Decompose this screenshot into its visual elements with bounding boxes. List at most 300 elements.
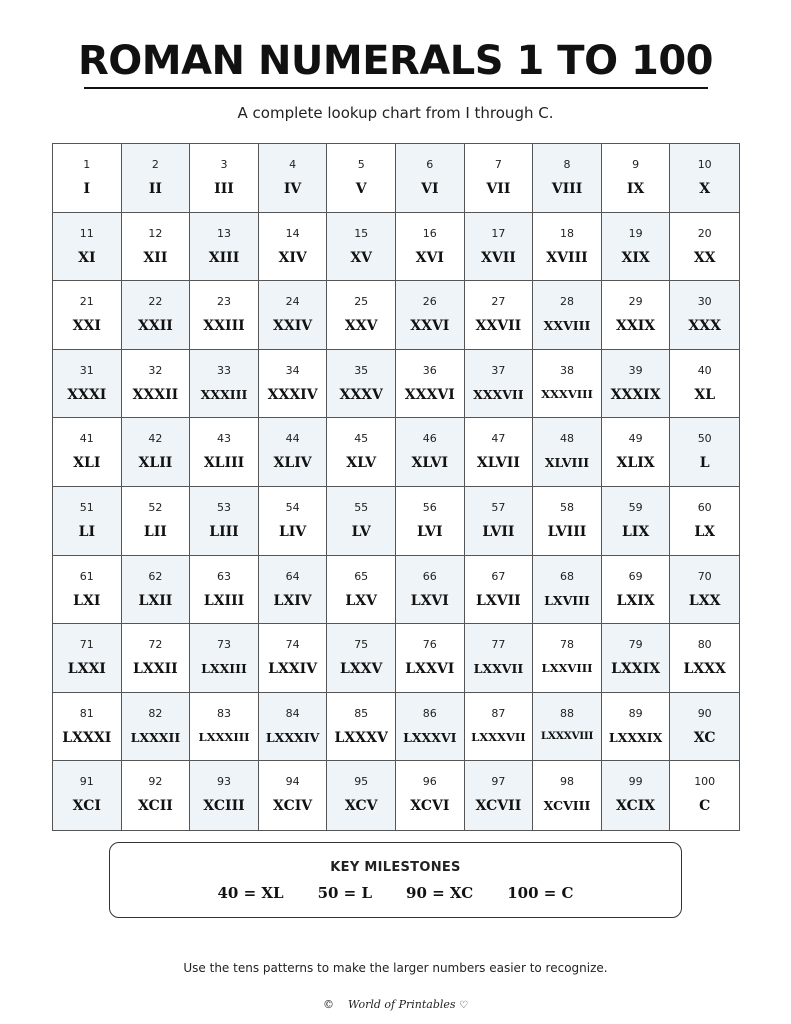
numeral-grid [52, 143, 740, 831]
numeral-cell [327, 487, 396, 556]
numeral-cell [602, 144, 671, 213]
arabic-number: 1 [83, 158, 91, 171]
heart-icon: ♡ [459, 1000, 469, 1011]
roman-numeral: I [83, 181, 91, 197]
roman-numeral: LVI [416, 523, 443, 540]
numeral-cell [190, 418, 259, 487]
arabic-number: 4 [289, 158, 297, 171]
roman-numeral: XLI [73, 455, 101, 472]
numeral-cell [602, 693, 671, 762]
arabic-number: 66 [422, 569, 437, 583]
roman-numeral: XXI [72, 318, 101, 335]
roman-numeral: LXIV [273, 592, 312, 609]
arabic-number: 98 [559, 775, 574, 789]
arabic-number: 89 [628, 706, 643, 720]
arabic-number: 90 [697, 706, 712, 720]
numeral-cell [190, 213, 259, 282]
arabic-number: 91 [79, 775, 94, 789]
roman-numeral: XCIII [203, 798, 245, 815]
arabic-number: 22 [148, 295, 163, 309]
roman-numeral: XXXIV [267, 386, 318, 403]
arabic-number: 28 [559, 295, 574, 309]
roman-numeral: XIV [278, 249, 307, 266]
roman-numeral: LXXII [133, 661, 178, 678]
numeral-cell [465, 281, 534, 350]
roman-numeral: LXXXII [130, 729, 181, 745]
arabic-number: 58 [559, 500, 574, 514]
numeral-cell [190, 487, 259, 556]
roman-numeral: XLII [138, 455, 173, 472]
arabic-number: 48 [559, 432, 574, 446]
arabic-number: 50 [697, 432, 712, 446]
arabic-number: 18 [559, 226, 574, 240]
numeral-cell [53, 144, 122, 213]
roman-numeral: LXXIV [268, 661, 318, 678]
numeral-cell [602, 487, 671, 556]
roman-numeral: XXII [137, 318, 173, 335]
roman-numeral: II [148, 181, 162, 197]
arabic-number: 9 [632, 158, 640, 171]
roman-numeral: V [355, 181, 367, 197]
numeral-cell [190, 761, 259, 830]
roman-numeral: LXXIII [201, 661, 247, 677]
arabic-number: 67 [491, 569, 506, 583]
numeral-cell [670, 213, 739, 282]
milestones-title: KEY MILESTONES [330, 860, 461, 875]
numeral-cell [465, 213, 534, 282]
arabic-number: 64 [285, 569, 300, 583]
numeral-cell [396, 556, 465, 625]
arabic-number: 19 [628, 226, 643, 240]
roman-numeral: XXXV [339, 386, 383, 403]
roman-numeral: XI [78, 249, 96, 266]
roman-numeral: XII [143, 249, 168, 266]
numeral-cell [53, 761, 122, 830]
arabic-number: 32 [148, 363, 163, 377]
numeral-cell [396, 624, 465, 693]
numeral-cell [670, 144, 739, 213]
roman-numeral: LXXXV [334, 729, 388, 746]
arabic-number: 69 [628, 569, 643, 583]
arabic-number: 60 [697, 500, 712, 514]
arabic-number: 14 [285, 226, 300, 240]
numeral-cell [465, 761, 534, 830]
numeral-cell [190, 624, 259, 693]
numeral-cell [465, 556, 534, 625]
arabic-number: 83 [216, 706, 231, 720]
arabic-number: 63 [216, 569, 231, 583]
numeral-cell [396, 350, 465, 419]
roman-numeral: XVI [415, 249, 444, 266]
numeral-cell [327, 761, 396, 830]
arabic-number: 56 [422, 500, 437, 514]
numeral-cell [53, 556, 122, 625]
arabic-number: 10 [697, 158, 712, 171]
page-title: ROMAN NUMERALS 1 TO 100 [77, 38, 713, 84]
numeral-cell [602, 761, 671, 830]
arabic-number: 52 [148, 500, 163, 514]
numeral-cell [465, 144, 534, 213]
numeral-cell [190, 556, 259, 625]
numeral-cell [327, 693, 396, 762]
arabic-number: 25 [354, 295, 369, 309]
roman-numeral: LXXVIII [541, 661, 593, 676]
numeral-cell [122, 418, 191, 487]
arabic-number: 62 [148, 569, 163, 583]
numeral-cell [259, 213, 328, 282]
footer-note: Use the tens patterns to make the larger numbers easier to recognize. [183, 961, 608, 975]
roman-numeral: XXXI [67, 386, 107, 403]
numeral-cell [53, 418, 122, 487]
arabic-number: 6 [426, 158, 434, 171]
roman-numeral: LX [694, 523, 716, 540]
arabic-number: 86 [422, 706, 437, 720]
arabic-number: 78 [559, 638, 574, 652]
numeral-cell [122, 624, 191, 693]
numeral-cell [53, 487, 122, 556]
arabic-number: 29 [628, 295, 643, 309]
arabic-number: 99 [628, 775, 643, 789]
roman-numeral: XLV [346, 455, 377, 472]
arabic-number: 42 [148, 432, 163, 446]
numeral-cell [396, 418, 465, 487]
roman-numeral: LXVII [476, 592, 521, 609]
arabic-number: 40 [697, 363, 712, 377]
numeral-cell [259, 624, 328, 693]
roman-numeral: XLVI [411, 455, 449, 472]
arabic-number: 21 [79, 295, 94, 309]
roman-numeral: XCVIII [543, 798, 591, 814]
arabic-number: 24 [285, 295, 300, 309]
arabic-number: 80 [697, 638, 712, 652]
arabic-number: 97 [491, 775, 506, 789]
roman-numeral: L [699, 455, 710, 472]
roman-numeral: LXXXIII [198, 729, 250, 744]
numeral-cell [122, 487, 191, 556]
arabic-number: 92 [148, 775, 163, 789]
roman-numeral: XLIX [616, 455, 655, 472]
numeral-cell [53, 350, 122, 419]
roman-numeral: LXXXVII [471, 729, 526, 744]
numeral-cell [190, 281, 259, 350]
numeral-cell [396, 213, 465, 282]
arabic-number: 57 [491, 500, 506, 514]
numeral-cell [602, 418, 671, 487]
arabic-number: 95 [354, 775, 369, 789]
numeral-cell [602, 556, 671, 625]
roman-numeral: LVII [482, 523, 515, 540]
roman-numeral: LIX [621, 523, 650, 540]
numeral-cell [259, 487, 328, 556]
numeral-cell [533, 556, 602, 625]
arabic-number: 54 [285, 500, 300, 514]
arabic-number: 31 [79, 363, 94, 377]
roman-numeral: LXIX [616, 592, 655, 609]
roman-numeral: XCI [72, 798, 101, 815]
numeral-cell [327, 556, 396, 625]
arabic-number: 34 [285, 363, 300, 377]
numeral-cell [53, 624, 122, 693]
roman-numeral: LI [78, 523, 95, 540]
numeral-cell [670, 487, 739, 556]
numeral-cell [122, 556, 191, 625]
numeral-cell [190, 144, 259, 213]
numeral-cell [670, 281, 739, 350]
arabic-number: 33 [216, 363, 231, 377]
numeral-cell [533, 418, 602, 487]
numeral-cell [53, 281, 122, 350]
roman-numeral: LXXI [67, 661, 106, 678]
roman-numeral: IV [283, 181, 302, 197]
arabic-number: 43 [216, 432, 231, 446]
roman-numeral: IX [626, 181, 645, 197]
arabic-number: 8 [563, 158, 571, 171]
numeral-cell [670, 693, 739, 762]
numeral-cell [533, 693, 602, 762]
roman-numeral: LVIII [547, 523, 587, 540]
roman-numeral: LXIII [203, 592, 245, 609]
roman-numeral: XXXVII [473, 386, 524, 402]
roman-numeral: XC [693, 729, 716, 746]
arabic-number: 49 [628, 432, 643, 446]
roman-numeral: XVIII [546, 249, 588, 266]
numeral-cell [670, 761, 739, 830]
arabic-number: 73 [216, 638, 231, 652]
roman-numeral: XLVII [476, 455, 520, 472]
arabic-number: 74 [285, 638, 300, 652]
arabic-number: 82 [148, 706, 163, 720]
numeral-cell [670, 624, 739, 693]
roman-numeral: XL [694, 386, 716, 403]
roman-numeral: XX [693, 249, 716, 266]
roman-numeral: LIII [209, 523, 239, 540]
numeral-cell [533, 487, 602, 556]
roman-numeral: XXVIII [543, 318, 591, 334]
numeral-cell [190, 350, 259, 419]
arabic-number: 53 [216, 500, 231, 514]
numeral-cell [190, 693, 259, 762]
roman-numeral: LXXIX [611, 661, 661, 678]
title-underline [84, 87, 708, 89]
roman-numeral: LII [143, 523, 167, 540]
brand-name: World of Printables [347, 998, 456, 1011]
arabic-number: 93 [216, 775, 231, 789]
arabic-number: 35 [354, 363, 369, 377]
numeral-cell [327, 213, 396, 282]
numeral-cell [396, 281, 465, 350]
roman-numeral: XVII [480, 249, 516, 266]
roman-numeral: XLVIII [544, 455, 590, 471]
arabic-number: 5 [357, 158, 365, 171]
arabic-number: 94 [285, 775, 300, 789]
numeral-cell [533, 624, 602, 693]
numeral-cell [122, 350, 191, 419]
milestone-item: 100 = C [507, 884, 574, 902]
numeral-cell [670, 556, 739, 625]
numeral-cell [259, 693, 328, 762]
numeral-cell [602, 281, 671, 350]
arabic-number: 65 [354, 569, 369, 583]
roman-numeral: LXXV [339, 661, 383, 678]
roman-numeral: LXXX [683, 661, 726, 678]
arabic-number: 96 [422, 775, 437, 789]
arabic-number: 11 [79, 226, 94, 240]
arabic-number: 23 [216, 295, 231, 309]
arabic-number: 79 [628, 638, 643, 652]
roman-numeral: X [699, 181, 711, 197]
numeral-cell [259, 281, 328, 350]
arabic-number: 81 [79, 706, 94, 720]
arabic-number: 38 [559, 363, 574, 377]
roman-numeral: LXXXI [62, 729, 112, 746]
roman-numeral: XLIV [273, 455, 312, 472]
arabic-number: 30 [697, 295, 712, 309]
brand-logo [0, 998, 791, 1011]
numeral-cell [259, 556, 328, 625]
roman-numeral: XXXIX [610, 386, 661, 403]
roman-numeral: LXXXIX [608, 729, 663, 745]
roman-numeral: XXX [688, 318, 721, 335]
arabic-number: 16 [422, 226, 437, 240]
roman-numeral: LXI [73, 592, 101, 609]
numeral-cell [533, 350, 602, 419]
arabic-number: 26 [422, 295, 437, 309]
numeral-cell [327, 350, 396, 419]
roman-numeral: XV [350, 249, 373, 266]
copyright-symbol: © [322, 998, 334, 1011]
numeral-cell [327, 418, 396, 487]
roman-numeral: LXXVI [405, 661, 455, 678]
roman-numeral: LXXXVI [403, 729, 457, 745]
numeral-cell [327, 624, 396, 693]
roman-numeral: XCV [344, 798, 378, 815]
numeral-cell [122, 761, 191, 830]
arabic-number: 88 [559, 706, 574, 720]
roman-numeral: XIII [208, 249, 240, 266]
roman-numeral: XXVI [410, 318, 450, 335]
numeral-cell [122, 144, 191, 213]
roman-numeral: LXVIII [544, 592, 590, 608]
numeral-cell [259, 350, 328, 419]
roman-numeral: XCIX [616, 798, 656, 815]
arabic-number: 27 [491, 295, 506, 309]
arabic-number: 39 [628, 363, 643, 377]
roman-numeral: LXVI [410, 592, 449, 609]
numeral-cell [259, 144, 328, 213]
numeral-cell [122, 281, 191, 350]
key-milestones-box [109, 842, 682, 918]
roman-numeral: LXXVII [473, 661, 524, 677]
numeral-cell [53, 213, 122, 282]
numeral-cell [396, 761, 465, 830]
roman-numeral: XXXIII [200, 386, 248, 402]
arabic-number: 13 [216, 226, 231, 240]
numeral-cell [259, 761, 328, 830]
numeral-cell [396, 487, 465, 556]
arabic-number: 55 [354, 500, 369, 514]
arabic-number: 36 [422, 363, 437, 377]
numeral-cell [53, 693, 122, 762]
roman-numeral: VII [486, 181, 511, 197]
arabic-number: 61 [79, 569, 94, 583]
milestones-row [110, 884, 681, 902]
milestone-item: 90 = XC [406, 884, 474, 902]
roman-numeral: XXXVIII [541, 386, 593, 401]
roman-numeral: XIX [621, 249, 650, 266]
numeral-cell [465, 624, 534, 693]
arabic-number: 87 [491, 706, 506, 720]
numeral-cell [533, 281, 602, 350]
arabic-number: 46 [422, 432, 437, 446]
arabic-number: 85 [354, 706, 369, 720]
numeral-cell [602, 350, 671, 419]
arabic-number: 47 [491, 432, 506, 446]
arabic-number: 45 [354, 432, 369, 446]
arabic-number: 37 [491, 363, 506, 377]
arabic-number: 15 [354, 226, 369, 240]
arabic-number: 44 [285, 432, 300, 446]
milestone-item: 50 = L [317, 884, 373, 902]
roman-numeral: XXVII [475, 318, 522, 335]
arabic-number: 2 [151, 158, 159, 171]
arabic-number: 17 [491, 226, 506, 240]
roman-numeral: XCIV [273, 798, 313, 815]
numeral-cell [465, 350, 534, 419]
roman-numeral: VIII [551, 181, 583, 197]
roman-numeral: LXV [345, 592, 377, 609]
numeral-cell [670, 418, 739, 487]
roman-numeral: XLIII [203, 455, 245, 472]
numeral-cell [465, 418, 534, 487]
numeral-cell [533, 144, 602, 213]
roman-numeral: LIV [278, 523, 307, 540]
roman-numeral: VI [421, 181, 439, 197]
numeral-cell [602, 624, 671, 693]
roman-numeral: XCVII [475, 798, 522, 815]
numeral-cell [122, 693, 191, 762]
numeral-cell [259, 418, 328, 487]
roman-numeral: LV [351, 523, 371, 540]
arabic-number: 100 [694, 775, 716, 789]
arabic-number: 75 [354, 638, 369, 652]
roman-numeral: XXIII [203, 318, 245, 335]
arabic-number: 71 [79, 638, 94, 652]
milestone-item: 40 = XL [217, 884, 284, 902]
numeral-cell [533, 213, 602, 282]
arabic-number: 70 [697, 569, 712, 583]
arabic-number: 7 [494, 158, 502, 171]
arabic-number: 72 [148, 638, 163, 652]
roman-numeral: XXIX [616, 318, 656, 335]
arabic-number: 68 [559, 569, 574, 583]
arabic-number: 76 [422, 638, 437, 652]
roman-numeral: XXXII [132, 386, 179, 403]
numeral-cell [465, 693, 534, 762]
numeral-cell [396, 144, 465, 213]
arabic-number: 20 [697, 226, 712, 240]
roman-numeral: LXXXVIII [540, 729, 594, 742]
roman-numeral: III [214, 181, 234, 197]
numeral-cell [396, 693, 465, 762]
numeral-cell [533, 761, 602, 830]
roman-numeral: XCVI [410, 798, 450, 815]
numeral-cell [122, 213, 191, 282]
roman-numeral: XXIV [273, 318, 313, 335]
numeral-cell [602, 213, 671, 282]
roman-numeral: LXX [688, 592, 721, 609]
arabic-number: 41 [79, 432, 94, 446]
roman-numeral: C [699, 798, 711, 815]
